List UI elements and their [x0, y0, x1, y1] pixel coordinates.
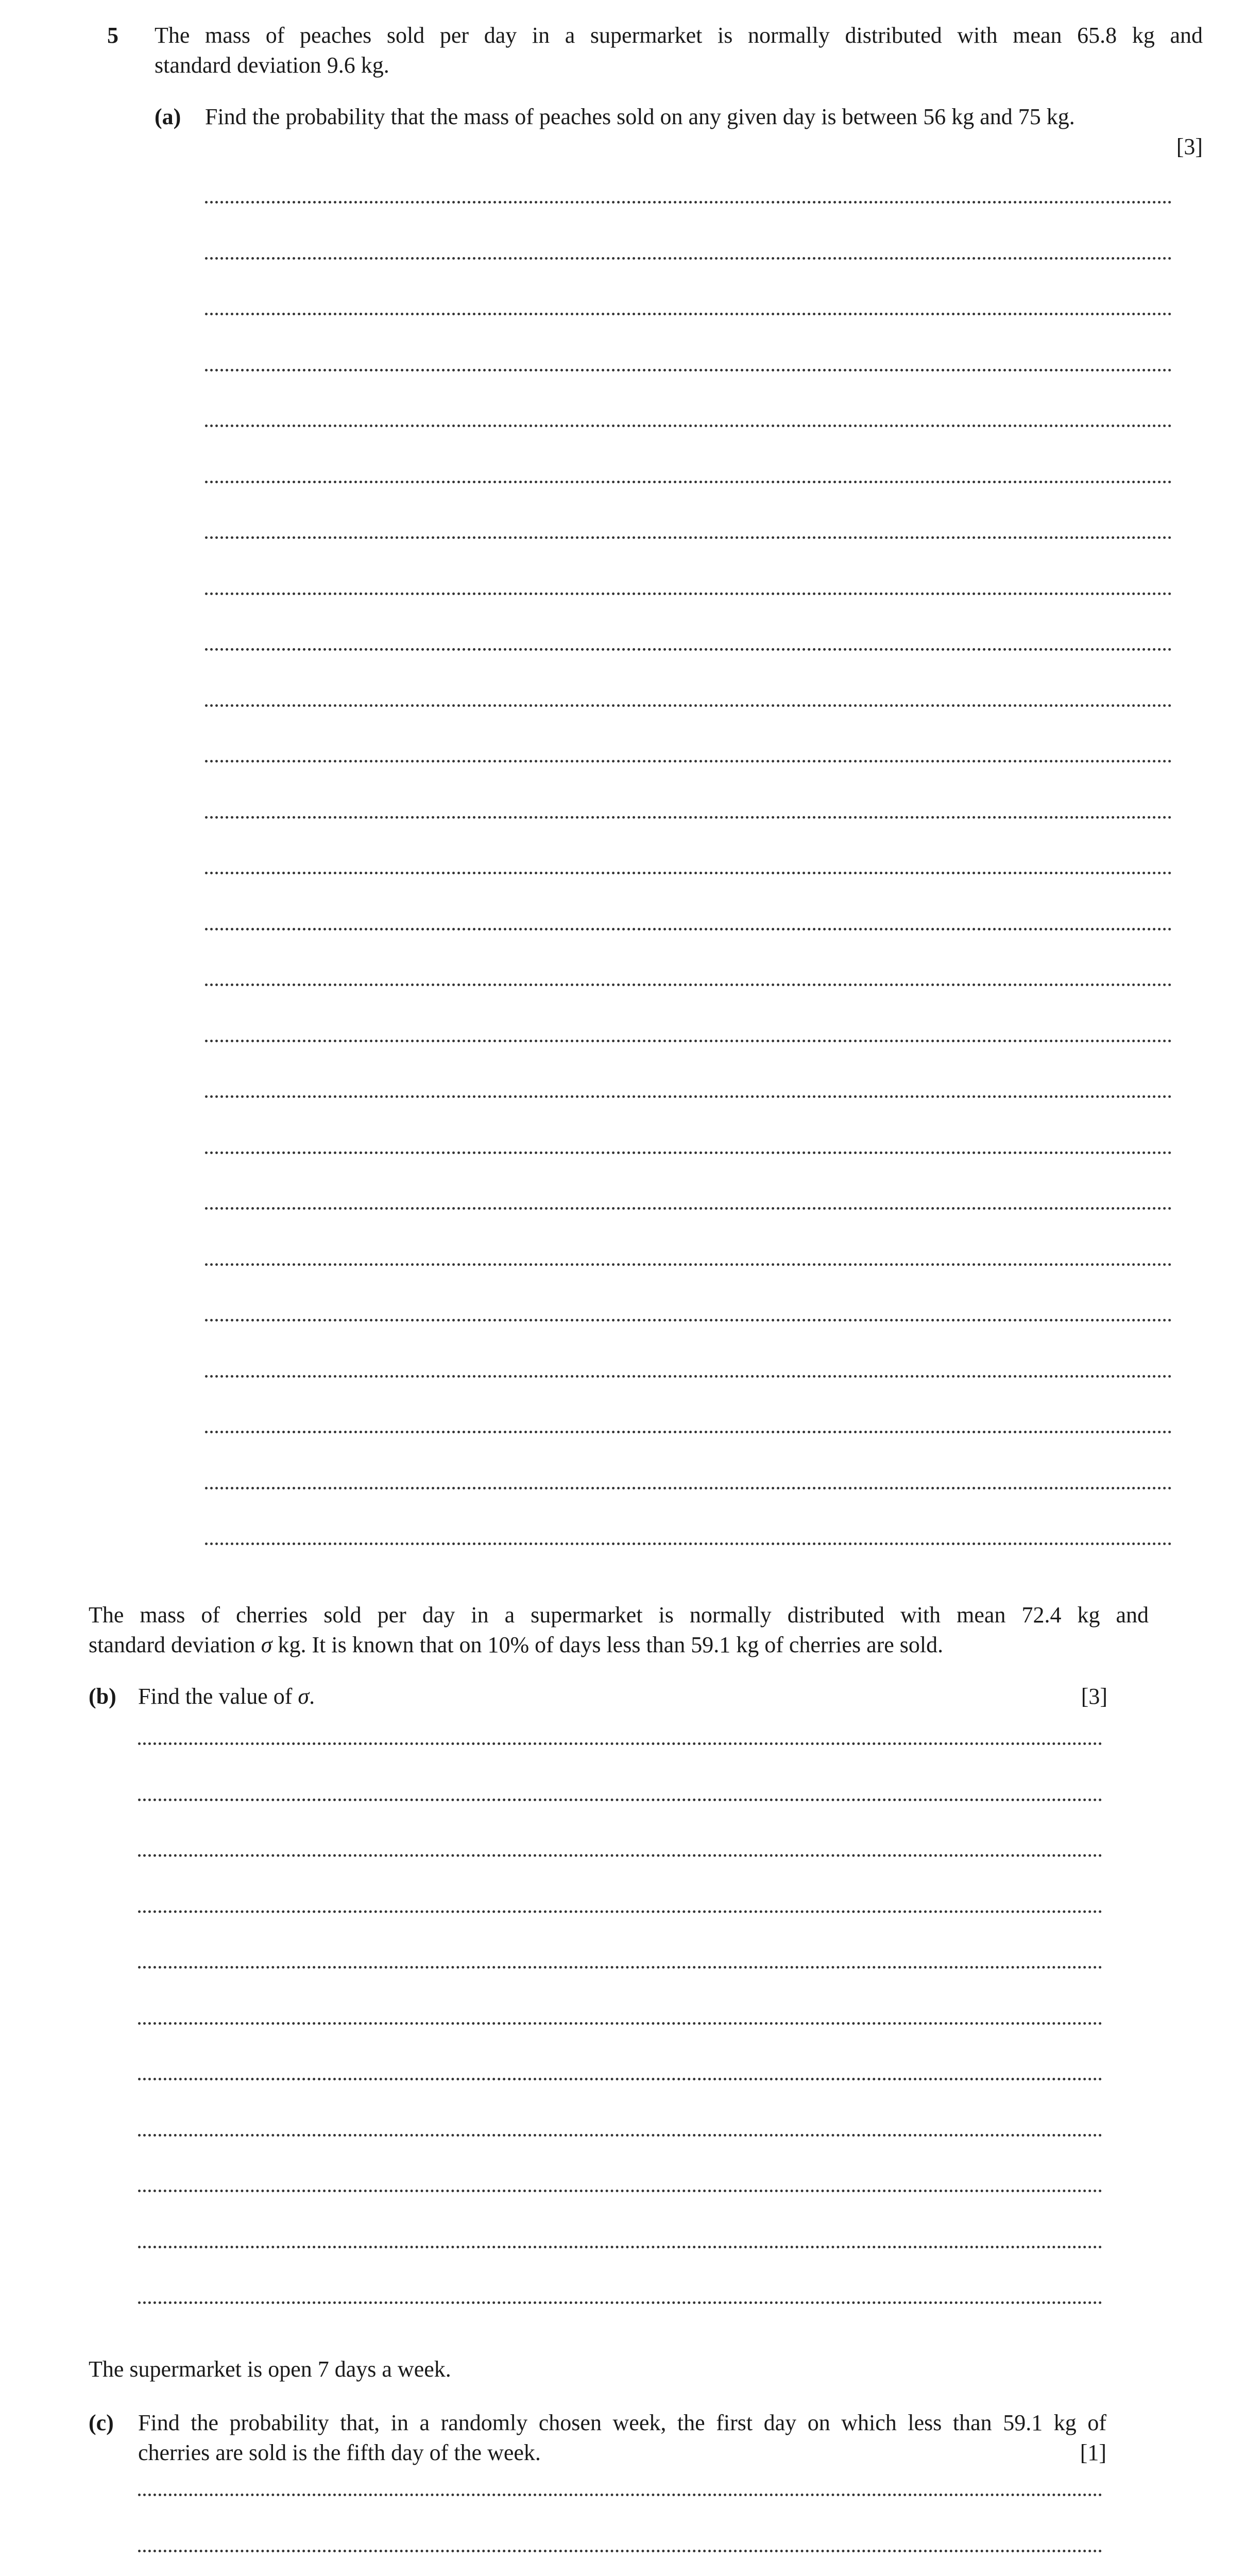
cherries-intro-line-1: The mass of cherries sold per day in a supermarket is normally distributed with mean 72.4 kg and — [89, 1602, 1149, 1628]
answer-line[interactable] — [205, 1543, 1172, 1545]
answer-line[interactable] — [205, 201, 1172, 204]
answer-line[interactable] — [205, 257, 1172, 260]
answer-line[interactable] — [205, 1151, 1172, 1154]
answer-line[interactable] — [205, 369, 1172, 371]
part-a-marks: [3] — [1176, 134, 1203, 159]
answer-line[interactable] — [205, 592, 1172, 595]
answer-line[interactable] — [138, 1742, 1102, 1745]
answer-line[interactable] — [138, 2134, 1102, 2137]
answer-line[interactable] — [138, 2550, 1102, 2552]
part-b-label: (b) — [89, 1684, 116, 1709]
answer-line[interactable] — [205, 425, 1172, 427]
sigma-symbol: σ — [261, 1632, 272, 1657]
answer-line[interactable] — [138, 2190, 1102, 2192]
part-b-marks: [3] — [1081, 1684, 1107, 1709]
answer-line[interactable] — [205, 984, 1172, 986]
sigma-symbol: σ — [298, 1684, 310, 1709]
part-c-question — [138, 2408, 1106, 2468]
part-b-text-start: Find the value of — [138, 1684, 298, 1709]
part-a-question: Find the probability that the mass of peaches sold on any given day is between 56 kg and 75 kg. — [205, 104, 1075, 129]
answer-line[interactable] — [205, 648, 1172, 651]
answer-line[interactable] — [205, 1319, 1172, 1321]
answer-line[interactable] — [205, 1263, 1172, 1266]
answer-line[interactable] — [138, 1910, 1102, 1913]
answer-line[interactable] — [205, 481, 1172, 483]
cherries-line-2-end: kg. It is known that on 10% of days less than 59.1 kg of cherries are sold. — [272, 1632, 944, 1657]
week-info: The supermarket is open 7 days a week. — [89, 2357, 451, 2382]
part-c-line-2: cherries are sold is the fifth day of the week. — [138, 2440, 541, 2465]
cherries-intro — [89, 1600, 1149, 1660]
part-b-question — [138, 1682, 911, 1711]
part-b-text-end: . — [309, 1684, 315, 1709]
part-c-label: (c) — [89, 2410, 114, 2435]
cherries-line-2-start: standard deviation — [89, 1632, 261, 1657]
cherries-intro-line-2 — [89, 1630, 1149, 1660]
part-a-label: (a) — [155, 104, 181, 129]
answer-line[interactable] — [205, 313, 1172, 315]
answer-line[interactable] — [205, 1375, 1172, 1378]
answer-line[interactable] — [205, 1095, 1172, 1098]
answer-line[interactable] — [205, 536, 1172, 539]
answer-line[interactable] — [138, 2246, 1102, 2248]
answer-line[interactable] — [138, 2301, 1102, 2304]
answer-line[interactable] — [138, 2494, 1102, 2496]
part-c-answer-area[interactable] — [138, 2494, 1102, 2576]
part-c-marks: [1] — [1080, 2440, 1106, 2465]
answer-line[interactable] — [205, 1040, 1172, 1042]
question-intro-line-2: standard deviation 9.6 kg. — [155, 53, 389, 78]
answer-line[interactable] — [138, 1799, 1102, 1801]
answer-line[interactable] — [205, 1207, 1172, 1210]
answer-line[interactable] — [205, 872, 1172, 874]
answer-line[interactable] — [205, 760, 1172, 762]
answer-line[interactable] — [138, 2022, 1102, 2025]
answer-line[interactable] — [138, 1854, 1102, 1857]
answer-line[interactable] — [205, 1431, 1172, 1433]
answer-line[interactable] — [138, 1966, 1102, 1969]
part-a-answer-area[interactable] — [205, 201, 1172, 1561]
part-c-line-1: Find the probability that, in a randomly chosen week, the first day on which less than 59.1 kg of — [138, 2410, 1106, 2435]
answer-line[interactable] — [205, 704, 1172, 707]
question-number: 5 — [107, 23, 118, 48]
answer-line[interactable] — [138, 2078, 1102, 2080]
answer-line[interactable] — [205, 816, 1172, 819]
answer-line[interactable] — [205, 928, 1172, 930]
question-intro — [155, 21, 1203, 80]
question-intro-line-1: The mass of peaches sold per day in a supermarket is normally distributed with mean 65.8 kg and — [155, 23, 1203, 48]
part-b-answer-area[interactable] — [138, 1742, 1102, 2309]
answer-line[interactable] — [205, 1487, 1172, 1489]
